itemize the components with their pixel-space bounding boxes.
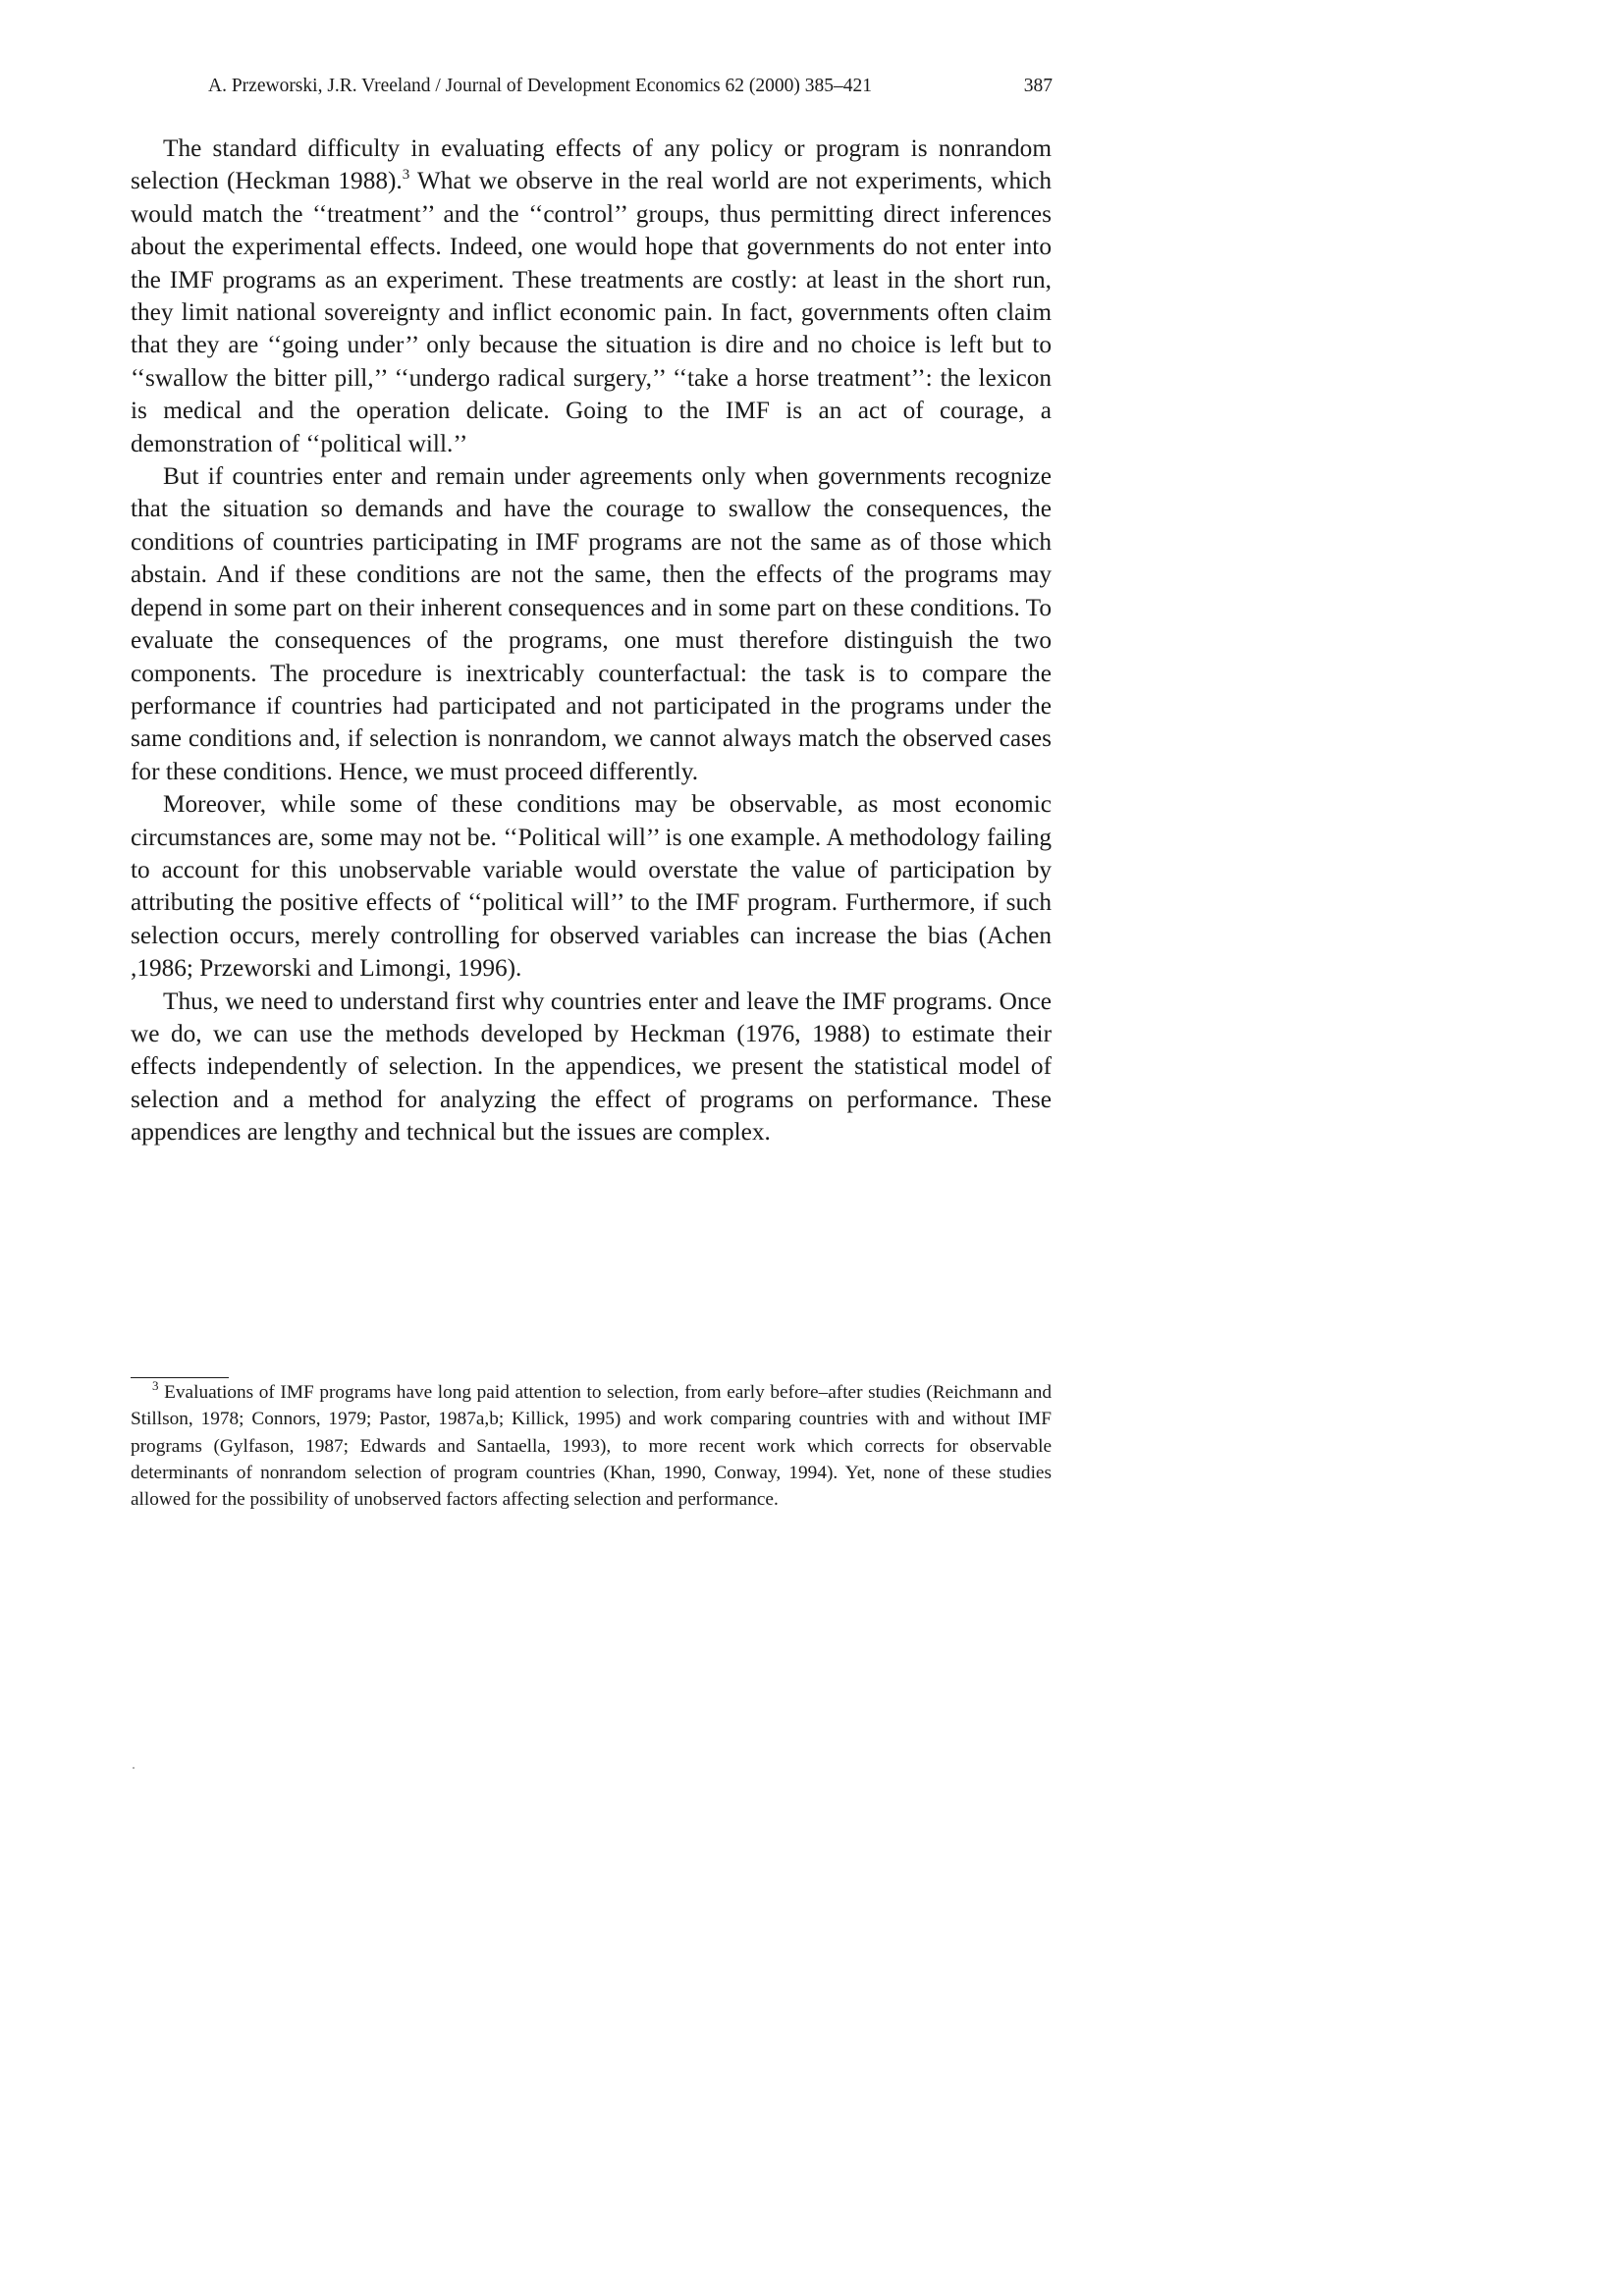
footnote-reference-3: 3 (402, 167, 410, 184)
footnote-text: Evaluations of IMF programs have long paid attention to selection, from early before–after studies (Reichmann and Stillson, 1978; Connors, 1979; Pastor, 1987a,b; Killick, 1995) and work comparing countries with and without IMF programs (Gylfason, 1987; Edwards and Santaella, 1993), to more recent work which corrects for observable determinants of nonrandom selection of program countries (Khan, 1990, Conway, 1994). Yet, none of these studies allowed for the possibility of unobserved factors affecting selection and performance. (131, 1382, 1052, 1511)
paragraph-4: Thus, we need to understand first why countries enter and leave the IMF programs. Once we do, we can use the methods developed by Heckman (1976, 1988) to estimate their effects independently of selection. In the appendices, we present the statistical model of selection and a method for analyzing the effect of programs on performance. These appendices are lengthy and technical but the issues are complex. (131, 987, 1052, 1147)
main-text (131, 133, 1052, 1149)
paragraph-1-text-a: The standard difficulty in evaluating effects of any policy or program is nonrandom selection (Heckman 1988). (131, 134, 1052, 195)
footnote-divider (131, 1377, 229, 1378)
scan-speck (133, 1767, 135, 1769)
running-header (208, 73, 1053, 100)
page-number: 387 (1023, 76, 1053, 96)
paragraph-2: But if countries enter and remain under agreements only when governments recognize that the situation so demands and have the courage to swallow the consequences, the conditions of countries participating in IMF programs are not the same as of those which abstain. And if these conditions are not the same, then the effects of the programs may depend in some part on their inherent consequences and in some part on these conditions. To evaluate the consequences of the programs, one must therefore distinguish the two components. The procedure is inextricably counterfactual: the task is to compare the performance if countries had participated and not participated in the programs under the same conditions and, if selection is nonrandom, we cannot always match the observed cases for these conditions. Hence, we must proceed differently. (131, 462, 1052, 785)
running-title: A. Przeworski, J.R. Vreeland / Journal of Development Economics 62 (2000) 385–421 (208, 76, 872, 96)
paragraph-1 (131, 133, 1052, 460)
paragraph-1-text-b: What we observe in the real world are not experiments, which would match the ‘‘treatment’’ and the ‘‘control’’ groups, thus permitting direct inferences about the experimental effects. Indeed, one would hope that governments do not enter into the IMF programs as an experiment. These treatments are costly: at least in the short run, they limit national sovereignty and inflict economic pain. In fact, governments often claim that they are ‘‘going under’’ only because the situation is dire and no choice is left but to ‘‘swallow the bitter pill,’’ ‘‘undergo radical surgery,’’ ‘‘take a horse treatment’’: the lexicon is medical and the operation delicate. Going to the IMF is an act of courage, a demonstration of ‘‘political will.’’ (131, 167, 1052, 457)
footnote-3 (131, 1379, 1052, 1513)
footnote-mark: 3 (152, 1378, 159, 1393)
paragraph-3: Moreover, while some of these conditions may be observable, as most economic circumstances are, some may not be. ‘‘Political will’’ is one example. A methodology failing to account for this unobservable variable would overstate the value of participation by attributing the positive effects of ‘‘political will’’ to the IMF program. Furthermore, if such selection occurs, merely controlling for observed variables can increase the bias (Achen ,1986; Przeworski and Limongi, 1996). (131, 790, 1052, 983)
